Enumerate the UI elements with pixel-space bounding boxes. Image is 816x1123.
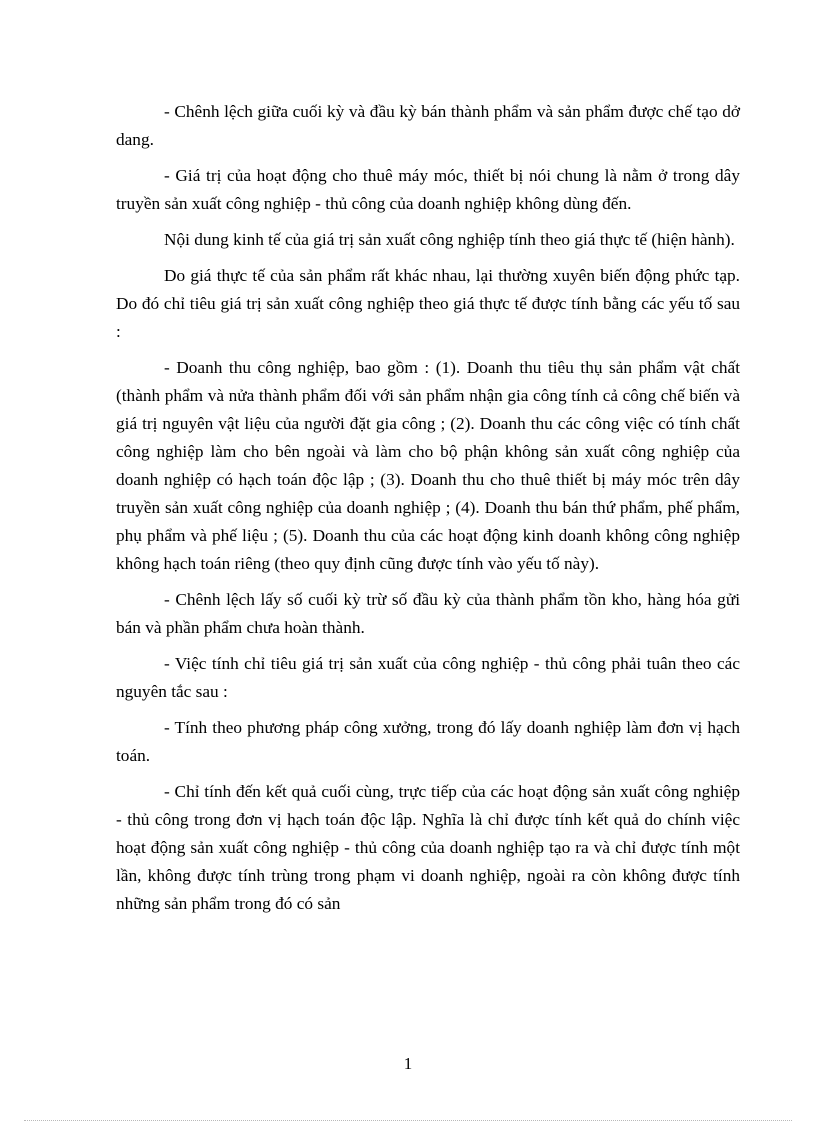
paragraph: - Chênh lệch giữa cuối kỳ và đầu kỳ bán thành phẩm và sản phẩm được chế tạo dở dang. bbox=[116, 102, 740, 149]
body-text bbox=[116, 98, 740, 926]
paragraph: - Doanh thu công nghiệp, bao gồm : (1). Doanh thu tiêu thụ sản phẩm vật chất (thành phẩm và nửa thành phẩm đối với sản phẩm nhận gia công tính cả công chế biến và giá trị nguyên vật liệu của người đặt gia công ; (2). Doanh thu các công việc có tính chất công nghiệp làm cho bên ngoài và làm cho bộ phận không sản xuất công nghiệp của doanh nghiệp có hạch toán độc lập ; (3). Doanh thu cho thuê thiết bị máy móc trên dây truyền sản xuất công nghiệp của doanh nghiệp ; (4). Doanh thu bán thứ phẩm, phế phẩm, phụ phẩm và phế liệu ; (5). Doanh thu của các hoạt động kinh doanh không công nghiệp không hạch toán riêng (theo quy định cũng được tính vào yếu tố này). bbox=[116, 358, 740, 573]
page-number: 1 bbox=[403, 1054, 413, 1073]
paragraph: - Chênh lệch lấy số cuối kỳ trừ số đầu kỳ của thành phẩm tồn kho, hàng hóa gửi bán và phần phẩm chưa hoàn thành. bbox=[116, 590, 740, 637]
paragraph: - Việc tính chỉ tiêu giá trị sản xuất của công nghiệp - thủ công phải tuân theo các nguyên tắc sau : bbox=[116, 654, 740, 701]
paragraph: - Chỉ tính đến kết quả cuối cùng, trực tiếp của các hoạt động sản xuất công nghiệp - thủ công trong đơn vị hạch toán độc lập. Nghĩa là chỉ được tính kết quả do chính việc hoạt động sản xuất công nghiệp - thủ công của doanh nghiệp tạo ra và chỉ được tính một lần, không được tính trùng trong phạm vi doanh nghiệp, ngoài ra còn không được tính những sản phẩm trong đó có sản bbox=[116, 782, 740, 913]
paragraph: - Tính theo phương pháp công xưởng, trong đó lấy doanh nghiệp làm đơn vị hạch toán. bbox=[116, 718, 740, 765]
page-bottom-divider bbox=[24, 1120, 792, 1121]
paragraph: - Giá trị của hoạt động cho thuê máy móc, thiết bị nói chung là nằm ở trong dây truyền sản xuất công nghiệp - thủ công của doanh nghiệp không dùng đến. bbox=[116, 166, 740, 213]
paragraph: Nội dung kinh tế của giá trị sản xuất công nghiệp tính theo giá thực tế (hiện hành). bbox=[164, 230, 735, 249]
paragraph: Do giá thực tế của sản phẩm rất khác nhau, lại thường xuyên biến động phức tạp. Do đó chỉ tiêu giá trị sản xuất công nghiệp theo giá thực tế được tính bằng các yếu tố sau : bbox=[116, 266, 740, 341]
